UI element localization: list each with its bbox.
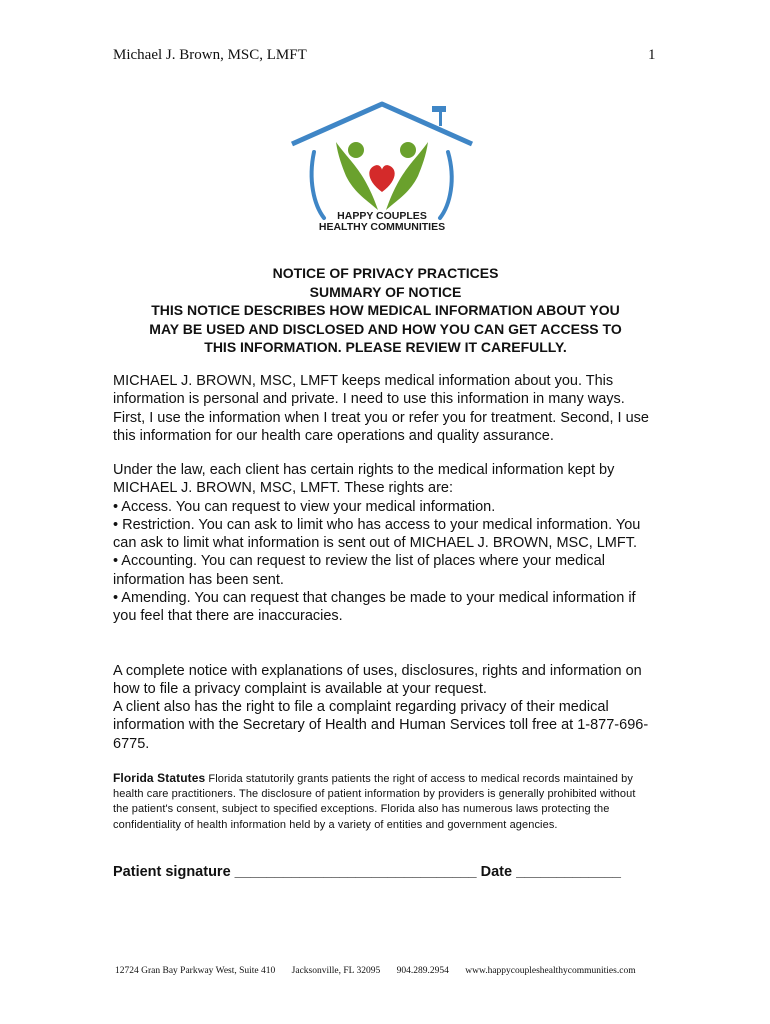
florida-text: Florida statutorily grants patients the right of access to medical records maintained by health care practitioners. The disclosure of patient information by providers is generally prohibited without the patient's consent, subject to specified exceptions. Florida also has numerous laws protecting the confidentiality of health information held by a variety of entities and government agencies. (113, 773, 636, 831)
footer-address: 12724 Gran Bay Parkway West, Suite 410 (115, 966, 276, 976)
title-line: THIS INFORMATION. PLEASE REVIEW IT CAREFULLY. (204, 339, 567, 355)
florida-statutes-paragraph (113, 771, 653, 833)
person-right-head-icon (400, 142, 416, 158)
complaint-paragraph: A client also has the right to file a complaint regarding privacy of their medical information with the Secretary of Health and Human Services toll free at 1-877-696-6775. (113, 699, 649, 752)
notice-title (113, 264, 658, 357)
logo-graphic (284, 100, 480, 240)
right-item-amending: • Amending. You can request that changes be made to your medical information if you feel that there are inaccuracies. (113, 590, 636, 625)
signature-row (113, 864, 673, 880)
right-item-restriction: • Restriction. You can ask to limit who has access to your medical information. You can ask to limit what information is sent out of MICHAEL J. BROWN, MSC, LMFT. (113, 516, 641, 552)
house-left-wall-icon (312, 152, 324, 218)
footer (115, 966, 650, 976)
right-item-accounting: • Accounting. You can request to review the list of places where your medical information has been sent. (113, 553, 605, 588)
intro-paragraph: MICHAEL J. BROWN, MSC, LMFT keeps medical information about you. This information is personal and private. I need to use this information in many ways. First, I use the information when I treat you or refer you for treatment. Second, I use this information for our health care operations and quality assurance. (113, 373, 649, 444)
rights-section (113, 461, 653, 626)
signature-label: Patient signature (113, 864, 231, 880)
title-line: THIS NOTICE DESCRIBES HOW MEDICAL INFORMATION ABOUT YOU (151, 302, 620, 318)
house-right-wall-icon (440, 152, 452, 218)
title-line: SUMMARY OF NOTICE (309, 283, 462, 300)
florida-heading: Florida Statutes (113, 771, 206, 785)
logo (284, 100, 480, 240)
rights-intro: Under the law, each client has certain rights to the medical information kept by MICHAEL J. BROWN, MSC, LMFT. These rights are: (113, 462, 615, 497)
title-line: MAY BE USED AND DISCLOSED AND HOW YOU CAN GET ACCESS TO (149, 320, 622, 337)
footer-website[interactable]: www.happycoupleshealthycommunities.com (465, 966, 636, 976)
logo-line2: HEALTHY COMMUNITIES (318, 221, 446, 233)
header-author: Michael J. Brown, MSC, LMFT (113, 47, 307, 63)
logo-line1: HAPPY COUPLES (337, 210, 427, 222)
person-left-head-icon (348, 142, 364, 158)
complete-notice-paragraph: A complete notice with explanations of uses, disclosures, rights and information on how to file a privacy complaint is available at your request. (113, 663, 642, 698)
footer-phone: 904.289.2954 (396, 966, 449, 976)
title-line: NOTICE OF PRIVACY PRACTICES (272, 265, 499, 281)
footer-city: Jacksonville, FL 32095 (291, 966, 381, 976)
date-field[interactable]: _____________ (516, 864, 621, 880)
signature-field[interactable]: ______________________________ (234, 864, 477, 880)
right-item-access: • Access. You can request to view your medical information. (113, 498, 496, 515)
date-label: Date (480, 864, 513, 880)
page-number: 1 (648, 47, 656, 63)
heart-icon (369, 165, 394, 192)
